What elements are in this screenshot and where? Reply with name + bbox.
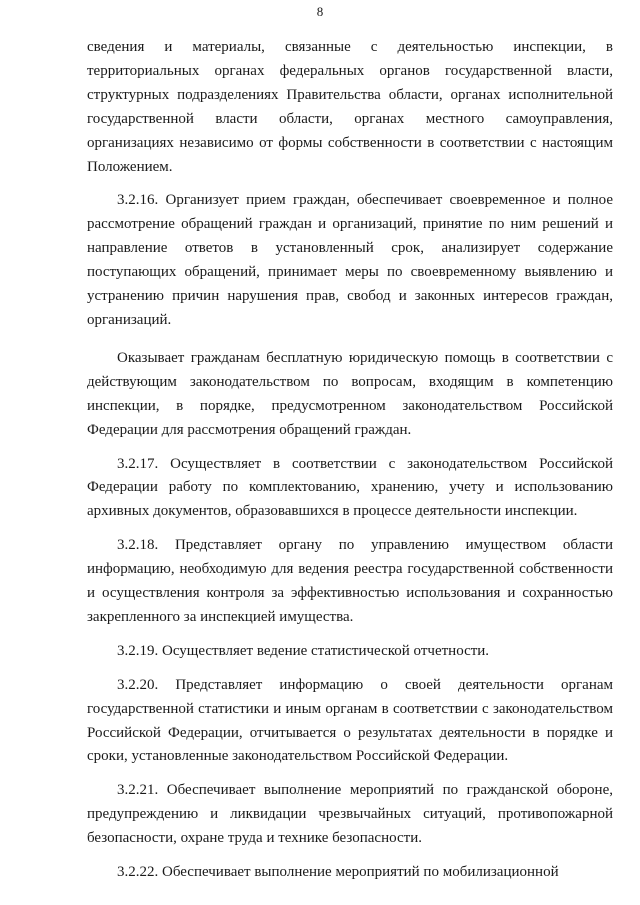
paragraph-3-2-19: 3.2.19. Осуществляет ведение статистической отчетности.	[117, 642, 490, 659]
paragraph-3-2-20: 3.2.20. Представляет информацию о своей деятельности органам государственной статистики и иным органам в соответствии с законодательством Российской Федерации, отчитывается о результатах деятельности в порядке и сроки, установленные законодательством Российской Федерации.	[87, 676, 613, 765]
page-number: 8	[316, 4, 324, 19]
paragraph-3-2-18: 3.2.18. Представляет органу по управлению имуществом области информацию, необходимую для ведения реестра государственной собственности и осуществления контроля за эффективностью использования и сохранностью закрепленного за инспекцией имущества.	[87, 537, 613, 625]
paragraph-3-2-21: 3.2.21. Обеспечивает выполнение мероприятий по гражданской обороне, предупреждению и ликвидации чрезвычайных ситуаций, противопожарной безопасности, охране труда и технике безопасности.	[87, 782, 613, 847]
paragraph-continuation: сведения и материалы, связанные с деятельностью инспекции, в территориальных органах федеральных органов государственной власти, структурных подразделениях Правительства области, органах исполнительной государственной власти области, органах местного самоуправления, организациях независимо от формы собственности в соответствии с настоящим Положением.	[87, 39, 613, 175]
paragraph-3-2-16: 3.2.16. Организует прием граждан, обеспечивает своевременное и полное рассмотрение обращений граждан и организаций, принятие по ним решений и направление ответов в установленный срок, анализирует содержание поступающих обращений, принимает меры по своевременному выявлению и устранению причин нарушения прав, свобод и законных интересов граждан, организаций.	[87, 192, 613, 328]
document-body	[87, 36, 613, 885]
paragraph-3-2-17: 3.2.17. Осуществляет в соответствии с законодательством Российской Федерации работу по комплектованию, хранению, учету и использованию архивных документов, образовавшихся в процессе деятельности инспекции.	[87, 455, 613, 520]
paragraph-legal-aid: Оказывает гражданам бесплатную юридическую помощь в соответствии с действующим законодательством по вопросам, входящим в компетенцию инспекции, в порядке, предусмотренном законодательством Российской Федерации для рассмотрения обращений граждан.	[87, 349, 613, 438]
paragraph-3-2-22: 3.2.22. Обеспечивает выполнение мероприятий по мобилизационной	[117, 864, 559, 881]
